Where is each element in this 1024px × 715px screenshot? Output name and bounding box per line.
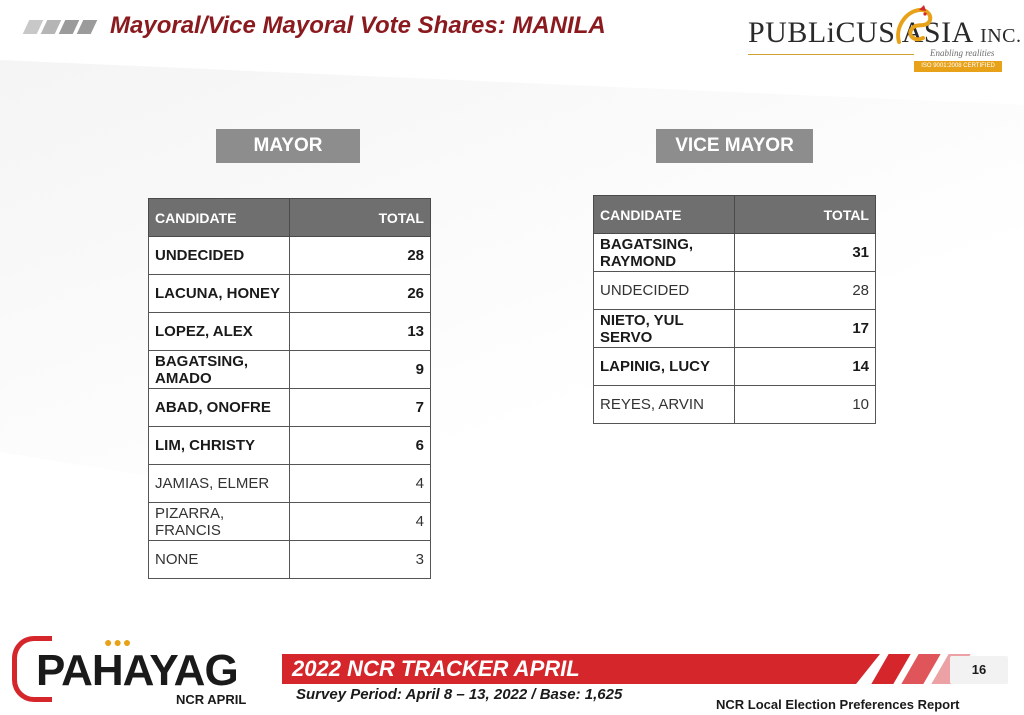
total-cell: 17 [734, 310, 875, 348]
vice-mayor-heading: VICE MAYOR [656, 129, 813, 163]
total-cell: 4 [289, 503, 430, 541]
total-cell: 13 [289, 313, 430, 351]
total-cell: 3 [289, 541, 430, 579]
slide-title: Mayoral/Vice Mayoral Vote Shares: MANILA [110, 12, 606, 39]
candidate-cell: REYES, ARVIN [594, 386, 735, 424]
table-row [149, 541, 431, 579]
candidate-cell: PIZARRA, FRANCIS [149, 503, 290, 541]
dragon-icon [891, 4, 937, 50]
table-row [149, 389, 431, 427]
total-cell: 28 [289, 237, 430, 275]
candidate-cell: BAGATSING, RAYMOND [594, 234, 735, 272]
table-row [149, 313, 431, 351]
candidate-cell: LOPEZ, ALEX [149, 313, 290, 351]
table-row [594, 310, 876, 348]
total-cell: 7 [289, 389, 430, 427]
iso-badge: ISO 9001:2008 CERTIFIED [914, 61, 1002, 72]
total-cell: 4 [289, 465, 430, 503]
survey-period: Survey Period: April 8 – 13, 2022 / Base: 1,625 [296, 686, 623, 703]
candidate-cell: LACUNA, HONEY [149, 275, 290, 313]
mayor-heading: MAYOR [216, 129, 360, 163]
table-header-row [149, 199, 431, 237]
table-row [149, 275, 431, 313]
table-header-row [594, 196, 876, 234]
total-cell: 26 [289, 275, 430, 313]
footer-tracker-title: 2022 NCR TRACKER APRIL [292, 656, 580, 681]
table-row [594, 234, 876, 272]
logo-tagline: Enabling realities [930, 48, 995, 58]
footer-brand-sub: NCR APRIL [176, 692, 247, 707]
title-stripes-decoration [26, 20, 94, 34]
candidate-cell: BAGATSING, AMADO [149, 351, 290, 389]
table-row [149, 351, 431, 389]
table-row [149, 503, 431, 541]
candidate-cell: ABAD, ONOFRE [149, 389, 290, 427]
logo-rule [748, 54, 914, 55]
page-number: 16 [950, 656, 1008, 684]
logo-name: PUBLiCUS ASIA INC. [748, 16, 1022, 49]
candidate-cell: UNDECIDED [594, 272, 735, 310]
footer-brand: PAHAYAG [36, 646, 238, 695]
total-cell: 9 [289, 351, 430, 389]
table-row [149, 427, 431, 465]
total-cell: 6 [289, 427, 430, 465]
candidate-cell: UNDECIDED [149, 237, 290, 275]
total-cell: 10 [734, 386, 875, 424]
vice-mayor-table [593, 195, 876, 424]
column-header-candidate: CANDIDATE [594, 196, 735, 234]
candidate-cell: NIETO, YUL SERVO [594, 310, 735, 348]
report-title: NCR Local Election Preferences Report [716, 697, 960, 712]
table-row [594, 348, 876, 386]
candidate-cell: JAMIAS, ELMER [149, 465, 290, 503]
publicus-asia-logo [748, 6, 1022, 72]
column-header-total: TOTAL [289, 199, 430, 237]
table-row [149, 237, 431, 275]
total-cell: 14 [734, 348, 875, 386]
candidate-cell: NONE [149, 541, 290, 579]
dots-decoration: ●●● [104, 634, 133, 650]
table-row [594, 272, 876, 310]
table-row [149, 465, 431, 503]
table-row [594, 386, 876, 424]
mayor-table [148, 198, 431, 579]
column-header-candidate: CANDIDATE [149, 199, 290, 237]
candidate-cell: LIM, CHRISTY [149, 427, 290, 465]
column-header-total: TOTAL [734, 196, 875, 234]
total-cell: 31 [734, 234, 875, 272]
total-cell: 28 [734, 272, 875, 310]
candidate-cell: LAPINIG, LUCY [594, 348, 735, 386]
